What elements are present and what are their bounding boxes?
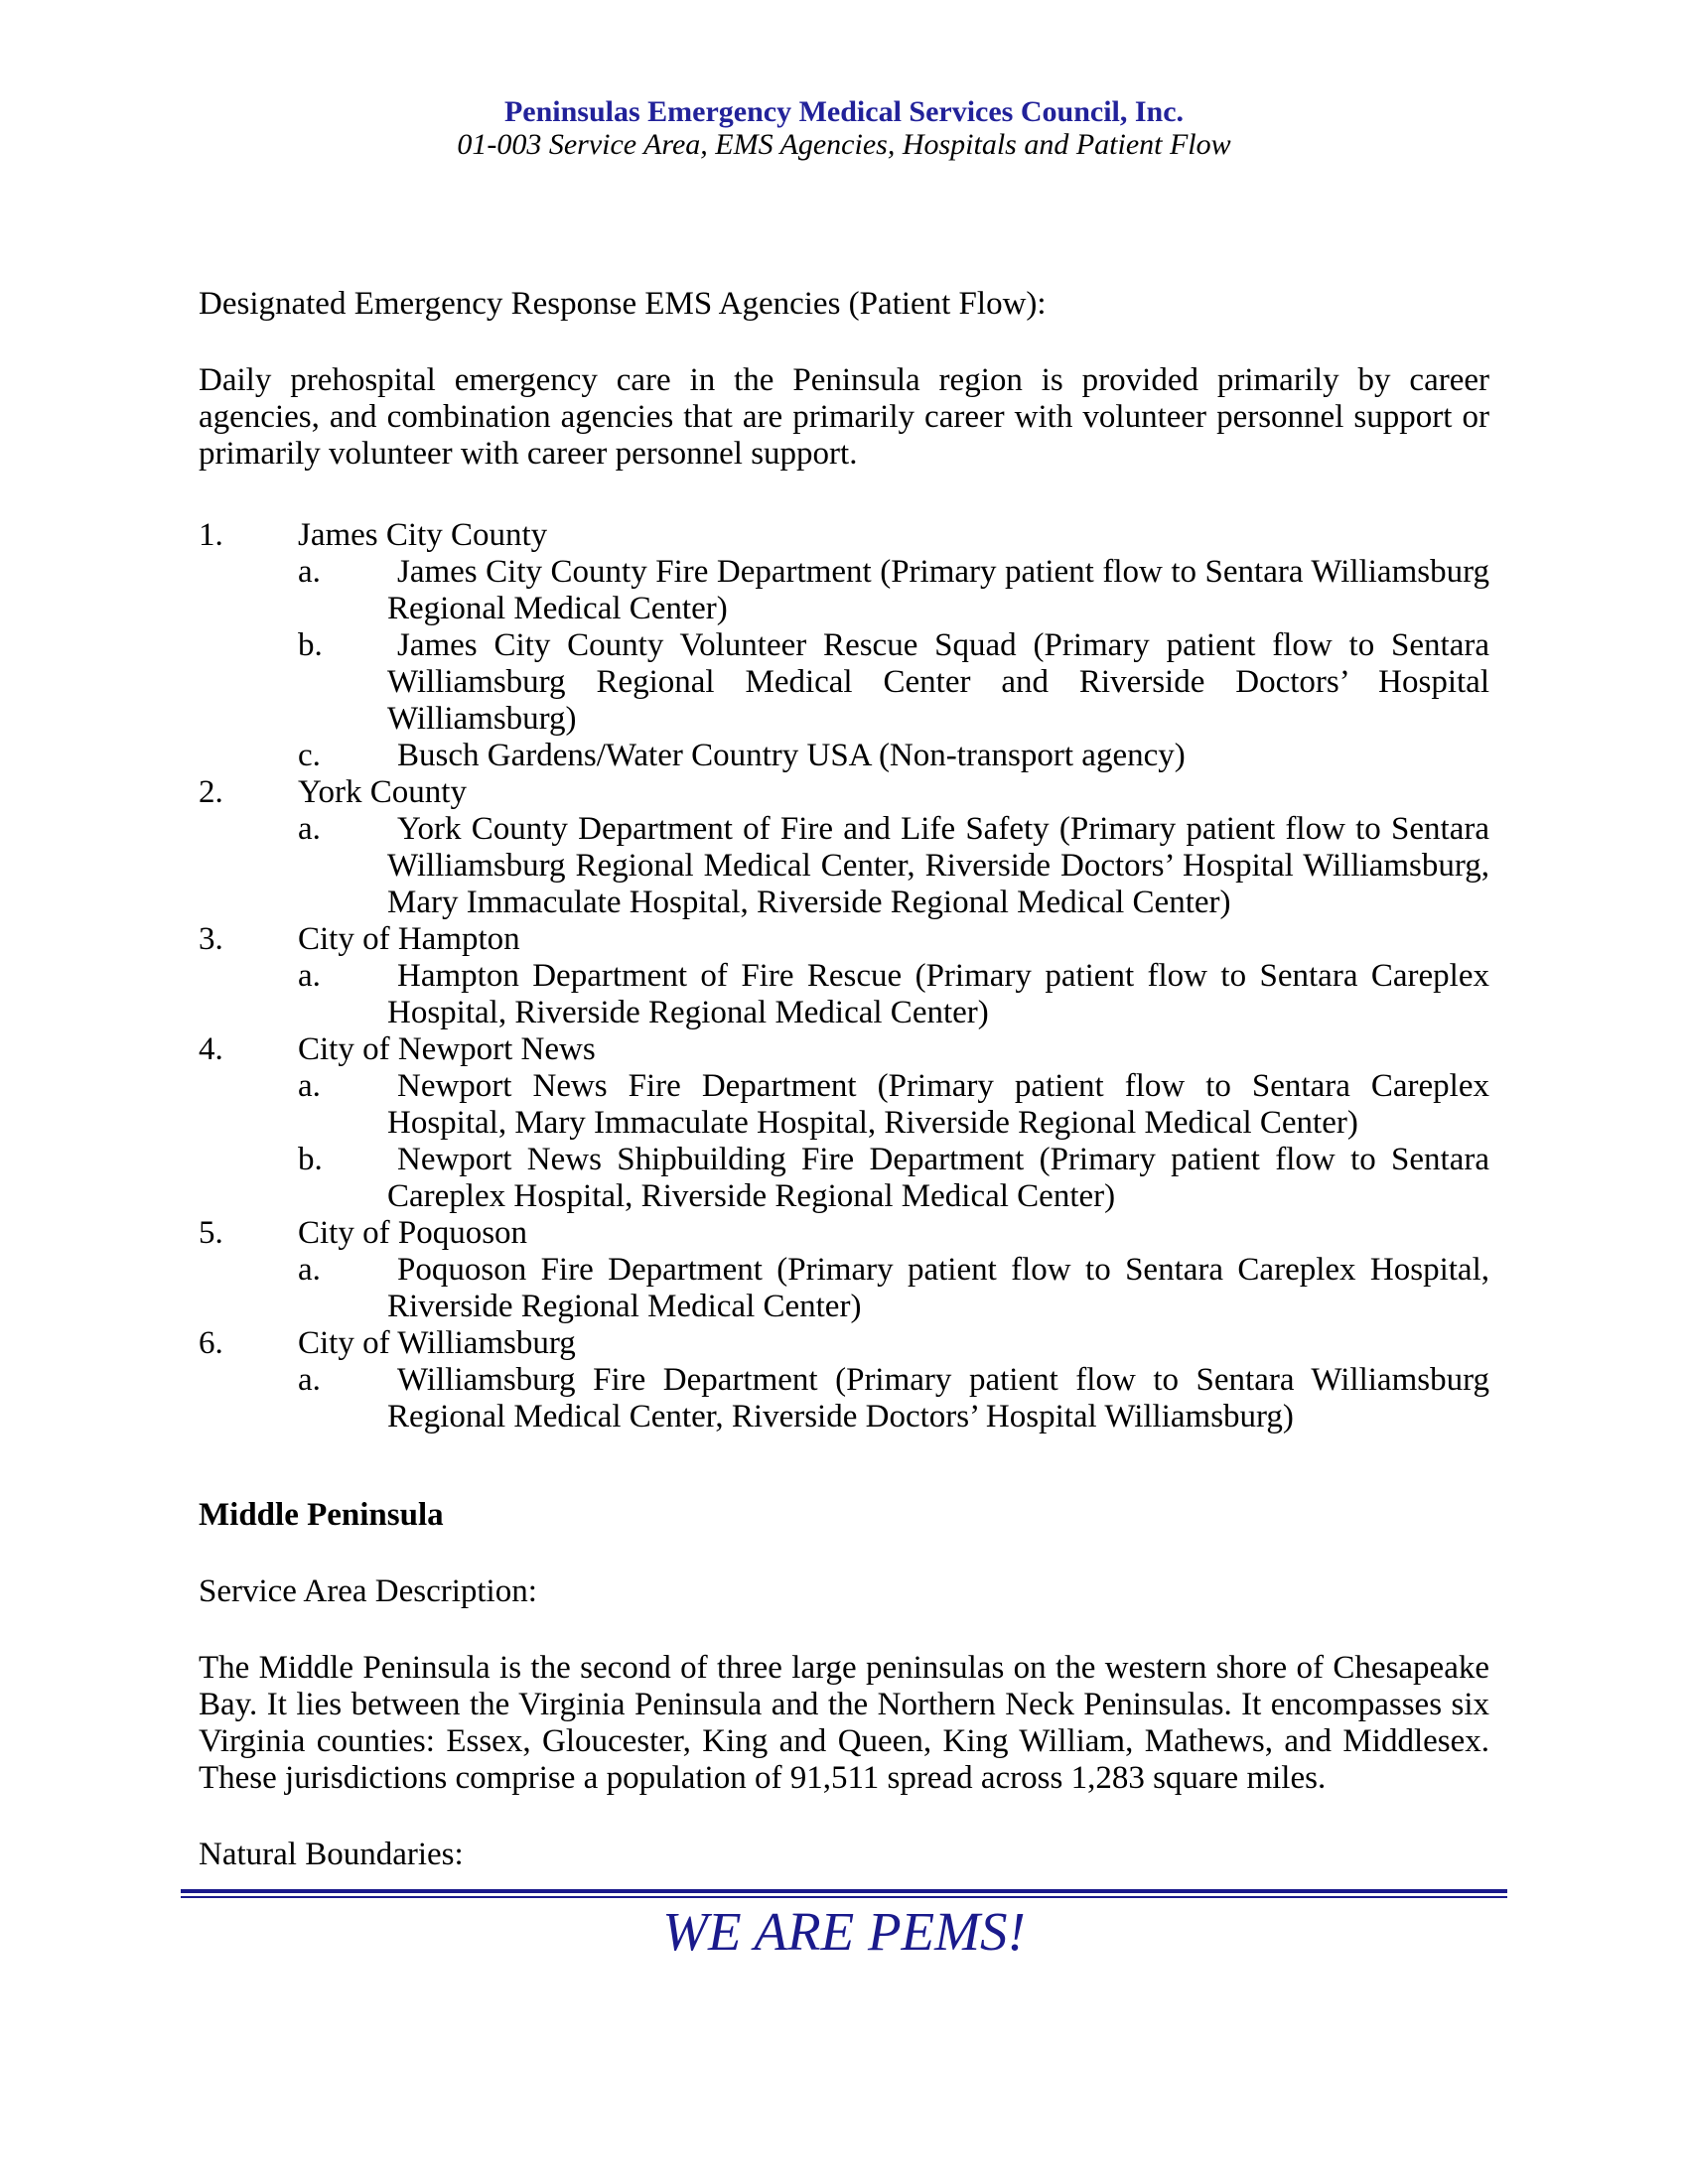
jurisdiction-name: City of Newport News [298,1031,596,1067]
sub-item-text: Newport News Fire Department (Primary patient flow to Sentara Careplex Hospital, Mary Immaculate Hospital, Riverside Regional Medical Center) [387,1068,1489,1141]
agency-jurisdiction-item [199,774,1489,811]
agency-jurisdiction-item [199,921,1489,958]
sub-item-letter: a. [298,811,321,847]
jurisdiction-name: City of Poquoson [298,1215,528,1251]
sub-item-text: James City County Fire Department (Primary patient flow to Sentara Williamsburg Regional Medical Center) [387,554,1489,626]
natural-boundaries-label: Natural Boundaries: [199,1837,464,1872]
sub-item-letter: b. [298,1142,323,1177]
document-body [199,286,1489,1873]
jurisdiction-number: 5. [199,1215,223,1251]
sub-item-text: Newport News Shipbuilding Fire Department (Primary patient flow to Sentara Careplex Hospital, Riverside Regional Medical Center) [387,1142,1489,1214]
sub-item-letter: a. [298,1068,321,1104]
jurisdiction-number: 4. [199,1031,223,1067]
sub-item-letter: b. [298,627,323,663]
jurisdiction-number: 6. [199,1325,223,1361]
agency-jurisdiction-item [199,1031,1489,1068]
sub-item-text: Williamsburg Fire Department (Primary patient flow to Sentara Williamsburg Regional Medical Center, Riverside Doctors’ Hospital Williamsburg) [387,1362,1489,1434]
organization-name: Peninsulas Emergency Medical Services Council, Inc. [503,95,1185,128]
middle-peninsula-heading: Middle Peninsula [199,1497,444,1533]
agency-sub-item [199,1252,1489,1325]
agency-sub-item [199,811,1489,921]
running-header [0,95,1688,161]
jurisdiction-number: 1. [199,517,223,553]
jurisdiction-number: 2. [199,774,223,810]
sub-item-text: Busch Gardens/Water Country USA (Non-transport agency) [397,738,1186,773]
jurisdiction-name: City of Williamsburg [298,1325,576,1361]
sub-item-text: James City County Volunteer Rescue Squad (Primary patient flow to Sentara Williamsburg Regional Medical Center and Riverside Doctors’ Hospital Williamsburg) [387,627,1489,737]
sub-item-letter: a. [298,554,321,590]
designated-agencies-heading: Designated Emergency Response EMS Agencies (Patient Flow): [199,286,1047,322]
intro-paragraph: Daily prehospital emergency care in the Peninsula region is provided primarily by career agencies, and combination agencies that are primarily career with volunteer personnel support or primarily volunteer with career personnel support. [199,362,1489,472]
sub-item-text: Hampton Department of Fire Rescue (Primary patient flow to Sentara Careplex Hospital, Riverside Regional Medical Center) [387,958,1489,1030]
running-footer [181,1889,1507,1962]
agency-jurisdiction-item [199,517,1489,554]
agency-sub-item [199,1362,1489,1435]
agency-sub-item [199,627,1489,738]
sub-item-text: Poquoson Fire Department (Primary patient flow to Sentara Careplex Hospital, Riverside Regional Medical Center) [387,1252,1489,1324]
agency-sub-item [199,958,1489,1031]
jurisdiction-name: York County [298,774,467,810]
sub-item-letter: a. [298,958,321,994]
agency-sub-item [199,1142,1489,1215]
agency-jurisdiction-item [199,1325,1489,1362]
sub-item-letter: a. [298,1252,321,1288]
agency-jurisdiction-item [199,1215,1489,1252]
service-area-description-label: Service Area Description: [199,1573,537,1609]
jurisdiction-name: City of Hampton [298,921,520,957]
sub-item-letter: c. [298,738,321,773]
agency-sub-item [199,738,1489,774]
sub-item-text: York County Department of Fire and Life Safety (Primary patient flow to Sentara Williamsburg Regional Medical Center, Riverside Doctors’ Hospital Williamsburg, Mary Immaculate Hospital, Riverside Regional Medical Center) [387,811,1489,920]
middle-peninsula-description: The Middle Peninsula is the second of three large peninsulas on the western shore of Chesapeake Bay. It lies between the Virginia Peninsula and the Northern Neck Peninsulas. It encompasses six Virginia counties: Essex, Gloucester, King and Queen, King William, Mathews, and Middlesex. These jurisdictions comprise a population of 91,511 spread across 1,283 square miles. [199,1650,1489,1796]
document-reference: 01-003 Service Area, EMS Agencies, Hospitals and Patient Flow [457,128,1231,161]
agency-list [199,517,1489,1435]
agency-sub-item [199,1068,1489,1142]
footer-slogan: WE ARE PEMS! [662,1901,1026,1962]
footer-divider-rule [181,1889,1507,1898]
agency-sub-item [199,554,1489,627]
jurisdiction-number: 3. [199,921,223,957]
jurisdiction-name: James City County [298,517,548,553]
sub-item-letter: a. [298,1362,321,1398]
